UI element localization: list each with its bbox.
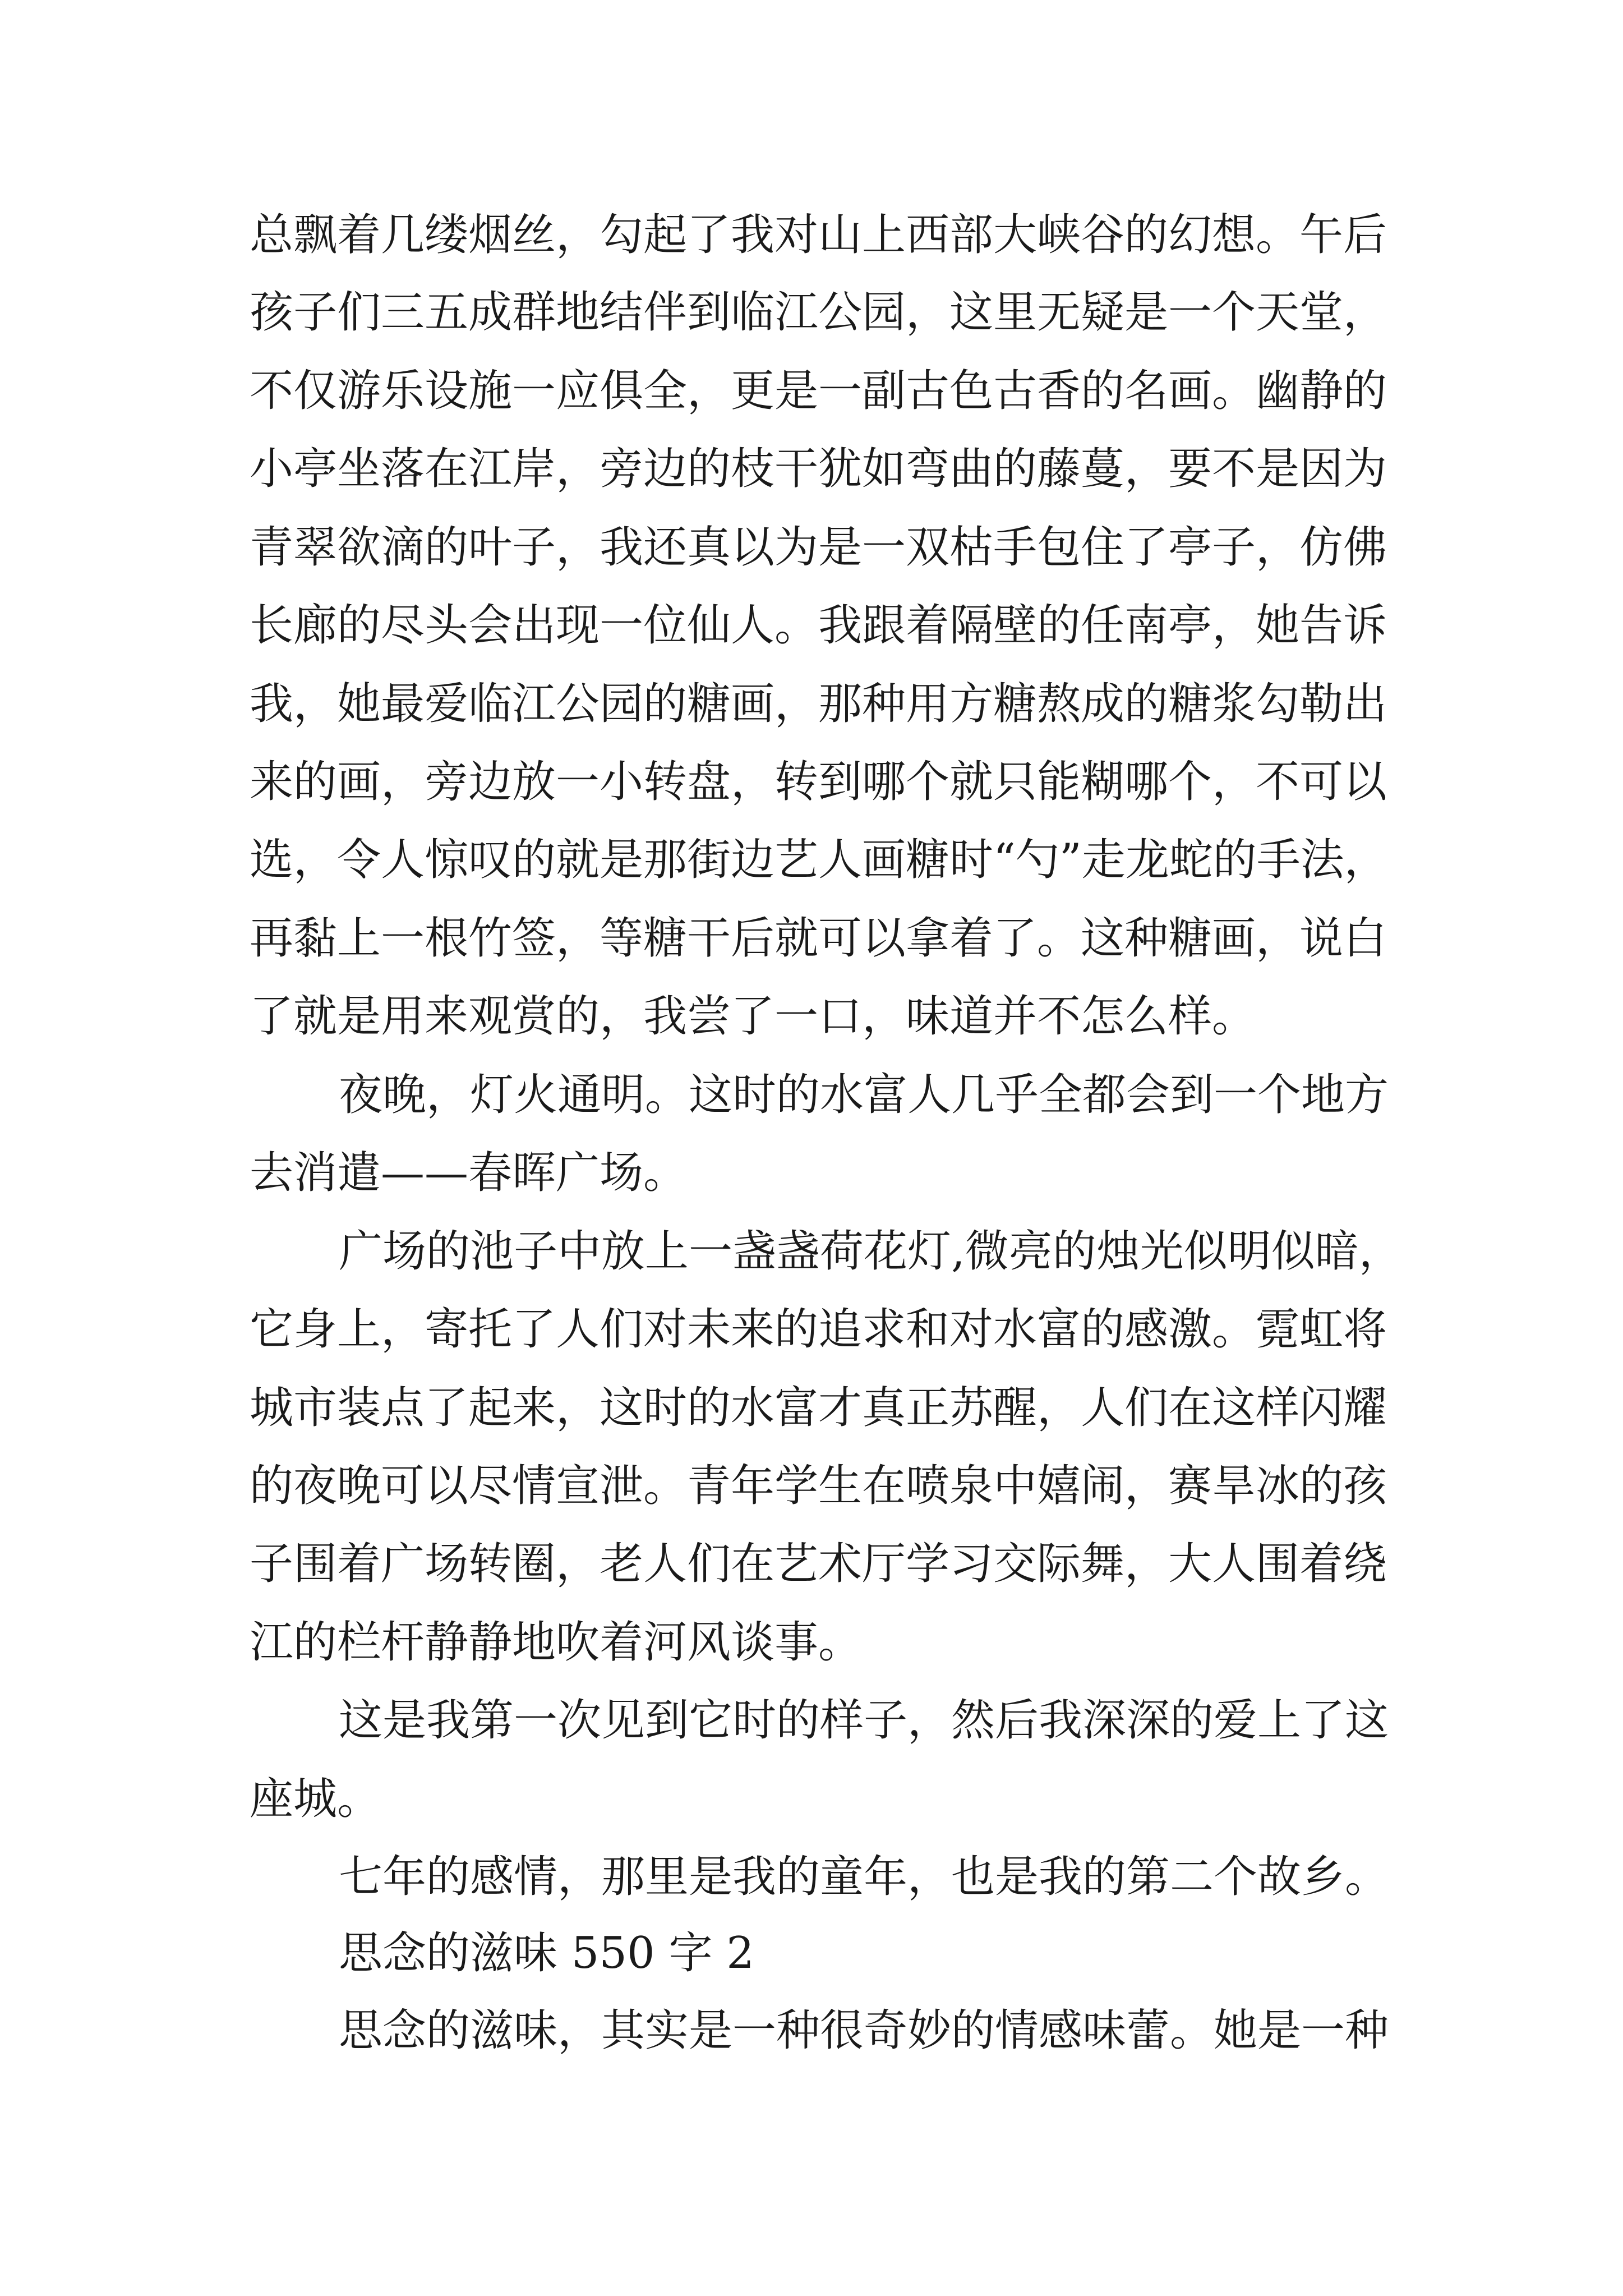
text-line: 青翠欲滴的叶子，我还真以为是一双枯手包住了亭子，仿佛 (250, 522, 1387, 573)
text-line: 长廊的尽头会出现一位仙人。我跟着隔壁的任南亭，她告诉 (250, 600, 1387, 651)
text-line: 这是我第一次见到它时的样子，然后我深深的爱上了这 (339, 1695, 1389, 1746)
text-line: 不仅游乐设施一应俱全，更是一副古色古香的名画。幽静的 (250, 366, 1387, 416)
text-line: 选，令人惊叹的就是那街边艺人画糖时“勺”走龙蛇的手法， (250, 835, 1388, 885)
text-line: 座城。 (250, 1774, 381, 1824)
text-line: 小亭坐落在江岸，旁边的枝干犹如弯曲的藤蔓，要不是因为 (250, 444, 1387, 494)
text-line: 了就是用来观赏的，我尝了一口，味道并不怎么样。 (250, 991, 1256, 1042)
text-line: 江的栏杆静静地吹着河风谈事。 (250, 1617, 863, 1668)
text-line: 城市装点了起来，这时的水富才真正苏醒，人们在这样闪耀 (250, 1383, 1387, 1433)
text-line: 去消遣——春晖广场。 (250, 1148, 688, 1198)
text-line: 子围着广场转圈，老人们在艺术厅学习交际舞，大人围着绕 (250, 1539, 1387, 1589)
text-line: 思念的滋味，其实是一种很奇妙的情感味蕾。她是一种 (339, 2005, 1389, 2056)
text-line: 总飘着几缕烟丝，勾起了我对山上西部大峡谷的幻想。午后 (250, 210, 1387, 260)
text-line: 夜晚，灯火通明。这时的水富人几乎全都会到一个地方 (339, 1070, 1389, 1120)
text-line: 广场的池子中放上一盏盏荷花灯,微亮的烛光似明似暗， (339, 1226, 1403, 1277)
section-heading: 思念的滋味 550 字 2 (339, 1928, 754, 1978)
text-line: 它身上，寄托了人们对未来的追求和对水富的感激。霓虹将 (250, 1304, 1387, 1355)
text-line: 孩子们三五成群地结伴到临江公园，这里无疑是一个天堂， (250, 287, 1387, 338)
text-line: 再黏上一根竹签，等糖干后就可以拿着了。这种糖画，说白 (250, 913, 1387, 964)
text-line: 七年的感情，那里是我的童年，也是我的第二个故乡。 (339, 1852, 1389, 1902)
text-line: 的夜晚可以尽情宣泄。青年学生在喷泉中嬉闹，赛旱冰的孩 (250, 1461, 1387, 1511)
text-line: 我，她最爱临江公园的糖画，那种用方糖熬成的糖浆勾勒出 (250, 679, 1387, 729)
text-line: 来的画，旁边放一小转盘，转到哪个就只能糊哪个，不可以 (250, 757, 1387, 807)
